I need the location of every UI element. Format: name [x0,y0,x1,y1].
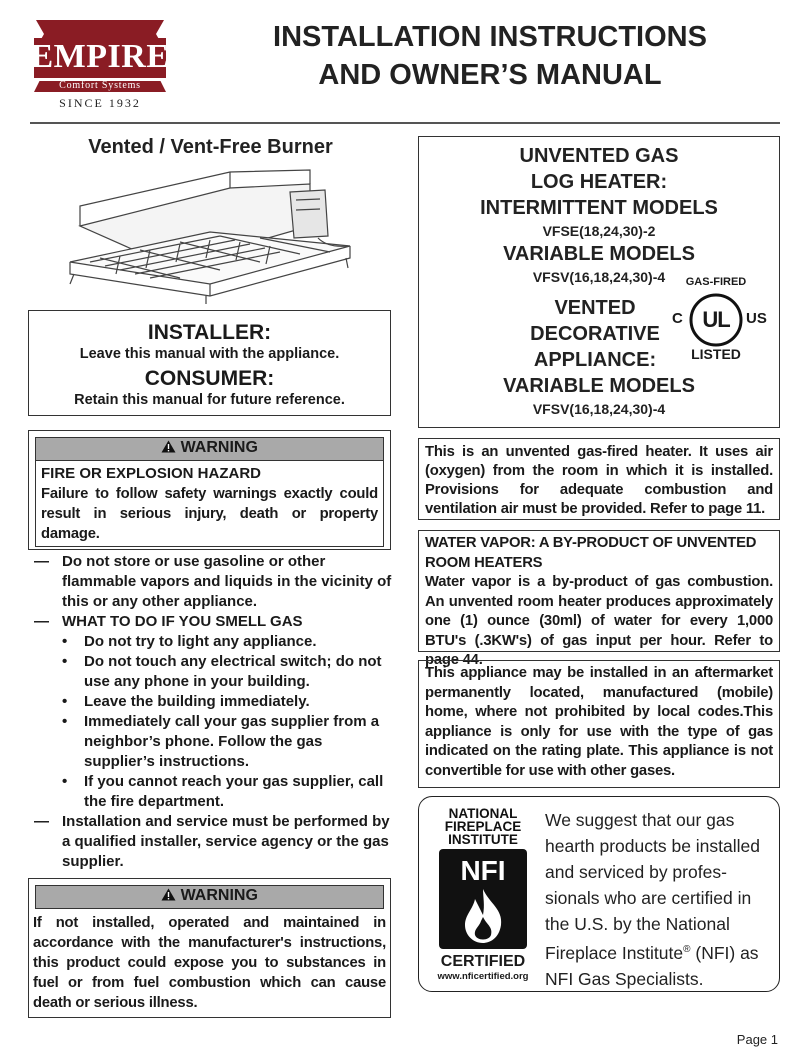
sub-list-item: • Leave the building immediately. [62,693,310,710]
warning-hazard: FIRE OR EXPLOSION HAZARD [41,465,262,482]
water-vapor-text: Water vapor is a by-product of gas combustion. An unvented room heater produces approximately one (1) ounce (30ml) of water for every 1,000 BTU's (.3KW's) of gas input per hour. Refer to page 44. [425,574,773,668]
sub-list-item: • Do not touch any electrical switch; do not use any phone in your building. [62,653,382,690]
nfi-certified-text: CERTIFIED [440,953,526,970]
installer-text: Leave this manual with the appliance. [79,346,340,362]
models-line: APPLIANCE: [533,349,657,371]
consumer-heading: CONSUMER: [144,367,275,390]
document-title [200,18,780,94]
warning-label: WARNING [180,439,258,456]
water-vapor-notice [418,530,780,668]
warning-body [35,461,384,547]
mobile-home-notice: This appliance may be installed in an aftermarket permanently located, manufactured (mobile) home, where not prohibited by local codes.This appliance is only for use with the type of gas indicated on the rating plate. This appliance is not convertible for use with other gases. [418,660,780,788]
ul-c: C [672,310,683,327]
flame-icon [459,887,507,945]
sub-list-item: • If you cannot reach your gas supplier, call the fire department. [62,773,384,810]
unvented-heater-notice: This is an unvented gas-fired heater. It uses air (oxygen) from the room in which it is installed. Provisions for adequate combustion and ventilation air must be provided. Refer to page 11. [418,438,780,520]
nfi-logo-line: FIREPLACE [444,819,522,834]
nfi-badge-text: NFI [460,855,506,886]
warning-exposure-box [28,878,391,1018]
installer-consumer-box [28,310,391,416]
nfi-recommendation: We suggest that our gas hearth products be installed and serviced by profes-sionals who are certified in the U.S. by the National Fireplace Institute® (NFI) as NFI Gas Specialists. [545,810,760,989]
burner-illustration [60,166,360,304]
burner-title: Vented / Vent-Free Burner [88,136,333,158]
models-line: VENTED [554,297,636,319]
nfi-logo [433,807,533,983]
list-item: — WHAT TO DO IF YOU SMELL GAS [34,613,303,630]
models-line: VARIABLE MODELS [503,375,695,397]
nfi-url: www.nficertified.org [437,971,529,982]
list-item: — Do not store or use gasoline or other flammable vapors and liquids in the vicinity of this or any other appliance. [34,553,392,610]
title-divider [30,122,780,124]
models-line: DECORATIVE [530,323,660,345]
warning-triangle-icon [161,888,176,901]
title-line-1: INSTALLATION INSTRUCTIONS [273,21,707,53]
ul-bottom-text: LISTED [691,346,741,362]
page-number: Page 1 [736,1032,778,1047]
ul-listed-mark [656,276,776,366]
logo-tagline: Comfort Systems [59,80,141,91]
installer-heading: INSTALLER: [147,321,272,344]
empire-logo [30,16,170,114]
models-line: VARIABLE MODELS [503,243,695,265]
warning-text: If not installed, operated and maintained in accordance with the manufacturer's instructions, this product could expose you to substances in fuel or from fuel combustion which can cause death or serious illness. [33,915,386,1011]
models-line: UNVENTED GAS [519,145,679,167]
model-code: VFSV(16,18,24,30)-4 [532,269,666,285]
sub-list-item: • Do not try to light any appliance. [62,633,317,650]
nfi-logo-line: NATIONAL [448,806,518,821]
safety-instructions [34,552,394,872]
ul-top-text: GAS-FIRED [685,276,747,288]
warning-label: WARNING [180,887,258,904]
warning-text: Failure to follow safety warnings exactly could result in serious injury, death or property damage. [41,486,378,542]
list-item: — Installation and service must be performed by a qualified installer, service agency or the gas supplier. [34,813,390,870]
nfi-badge [439,849,527,949]
warning-header [35,437,384,461]
water-vapor-heading: WATER VAPOR: A BY-PRODUCT OF UNVENTED ROOM HEATERS [425,535,757,571]
logo-brand: EMPIRE [30,38,170,75]
warning-fire-box [28,430,391,550]
title-line-2: AND OWNER’S MANUAL [318,59,662,91]
models-line: INTERMITTENT MODELS [480,197,718,219]
ul-letters: UL [702,307,730,332]
nfi-logo-line: INSTITUTE [448,832,518,847]
consumer-text: Retain this manual for future reference. [74,392,345,408]
sub-list-item: • Immediately call your gas supplier from a neighbor’s phone. Follow the gas supplier’s instructions. [62,713,380,770]
warning-triangle-icon [161,440,176,453]
model-code: VFSV(16,18,24,30)-4 [532,401,666,417]
logo-since: SINCE 1932 [59,96,141,110]
warning-header [35,885,384,909]
nfi-certification-box [418,796,780,992]
ul-us: US [746,310,767,327]
models-line: LOG HEATER: [530,171,668,193]
model-code: VFSE(18,24,30)-2 [542,223,656,239]
